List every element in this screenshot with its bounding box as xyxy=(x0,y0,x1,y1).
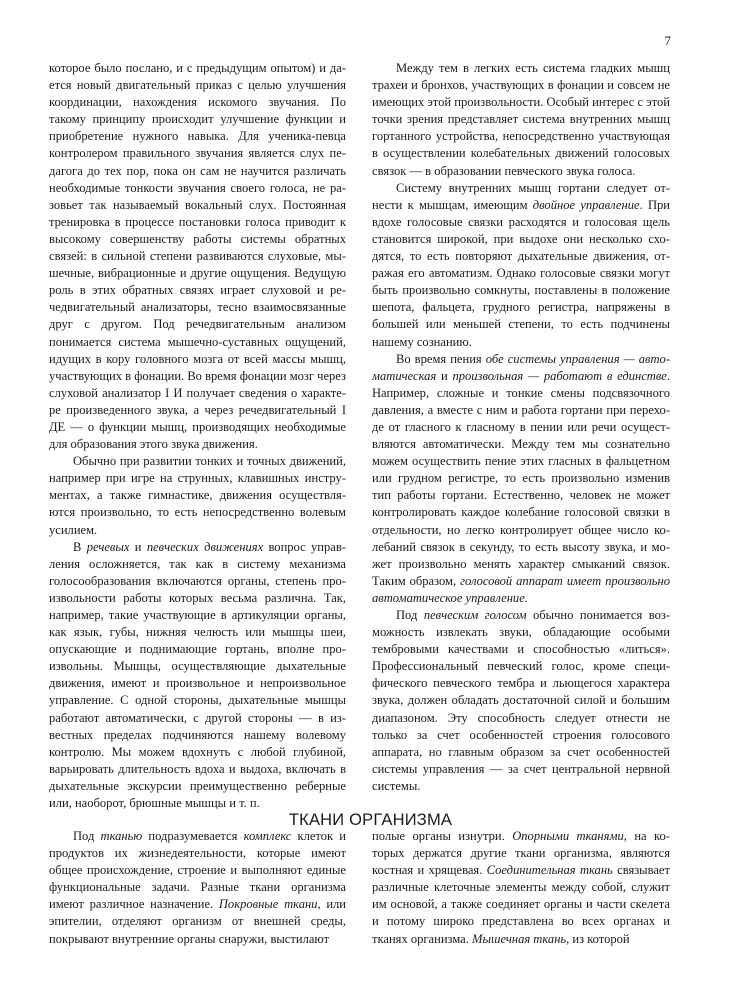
text-run: Между тем в легких есть система гладких мышц трахеи и бронхов, участвующих в фонации и совсем не имеющих этой произвольности. Особый интерес с этой точки зрения представляет система внутренних мышц гортанного устройства, непосредственно участвующая в осуществлении колебательных движений голосовых связок — в образовании певческого звука голоса. xyxy=(372,61,670,178)
italic-text: Соединительная ткань xyxy=(486,863,613,878)
column-bottom-right xyxy=(372,828,670,948)
text-run: . Например, сложные и тонкие смены подсвязочного давления, а вместе с ним и работа гортани при переходе от гласного к гласному в пении или речи осуществляются автоматически. Между тем мы сознательно можем осуществить пение этих гласных в фальцетном или грудном регистре, то есть произвольно изменив тип работы гортани. Естественно, человек не может контролировать каждое колебание голосовой связки в отдельности, но легко контролирует общее число колебаний связок в секунду, то есть высоту звука, и может произвольно менять характер смыканий связок. Таким образом, xyxy=(372,368,670,588)
text-run: и xyxy=(129,539,147,554)
section-heading: ТКАНИ ОРГАНИЗМА xyxy=(288,810,453,829)
italic-text: обе системы управления — автоматическая xyxy=(372,351,671,383)
paragraph xyxy=(372,607,670,795)
text-run: . При вдохе голосовые связки расходятся и голосовая щель становится широкой, при выдохе они несколько сходятся, то есть повторяют дыхательные движения, отражая его автоматизм. Однако голосовые связки могут быть произвольно сомкнуты, поставлены в положение шепота, фальцета, грудного регистра, напряжены в большей или меньшей степени, то есть подчинены нашему сознанию. xyxy=(372,197,671,349)
paragraph xyxy=(372,351,670,607)
column-bottom-left xyxy=(49,828,346,948)
text-run: на которых держатся другие ткани организма, являются костная и хрящевая. xyxy=(372,829,670,878)
text-run: связывает различные клеточные элементы между собой, служит им основой, а также соединяет органы и части скелета и потому широко представлена во всех органах и тканях организма. xyxy=(372,863,670,946)
paragraph xyxy=(372,60,670,180)
italic-text: певческим голосом xyxy=(423,608,527,622)
text-run: и xyxy=(436,368,453,383)
text-run: обычно понимается возможность извлекать звуки, обладающие особыми тембровыми качествами и способностью «литься». Профессиональный певческий голос, кроме специфического певческого тембра и льющегося характера звука, должен обладать достаточной силой и большим диапазоном. Эту способность следует отнести не только за счет особенностей строения голосового аппарата, но главным образом за счет особенностей системы управления — за счет центральной нервной системы. xyxy=(372,608,670,793)
paragraph xyxy=(372,828,670,948)
text-run: В xyxy=(73,539,87,554)
text-run: Под xyxy=(73,829,101,843)
text-run: клеток и продуктов их жизнедеятельности, которые имеют общее происхождение, строение и выполняют единые функциональные задачи. Разные ткани организма имеют различное назначение. xyxy=(49,829,346,912)
italic-text: Мышечная ткань, xyxy=(472,931,570,946)
text-run: которое было послано, и с предыдущим опытом) и дается новый двигательный приказ с целью улучшения координации, нахождения искомого звучания. По такому принципу происходит улучшение функции и приобретение нужного навыка. Для ученика-певца контролером правильного звучания является слух педагога до тех пор, пока он сам не научится различать необходимые тонкости звучания своего голоса, не разовьет так называемый вокальный слух. Постоянная тренировка в процессе постановки голоса приводит к высокому совершенству работы системы обратных связей: в сильной степени развиваются слуховые, мышечные, вибрационные и другие ощущения. Ведущую роль в этих обратных связях играет слуховой и речедвигательный анализаторы, тесно взаимосвязанные друг с другом. Под речедвигательным анализом понимается система мышечно-суставных ощущений, идущих в кору головного мозга от всей массы мышц, участвующих в фонации. Во время фонации мозг через слуховой анализатор I И получает сведения о характере произведенного звука, а через речедвигательный I ДЕ — о функции мышц, производящих необходимые для образования этого звука движения. xyxy=(49,61,346,452)
column-top-right xyxy=(372,60,670,795)
italic-text: Опорными тканями, xyxy=(512,829,627,843)
paragraph xyxy=(49,453,346,538)
text-run: Систему внутренних мышц гортани следует отнести к мышцам, имеющим xyxy=(372,180,670,212)
italic-text: голосовой аппарат имеет произвольно автоматическое управление. xyxy=(372,573,671,605)
italic-text: комплекс xyxy=(243,829,292,843)
italic-text: тканью xyxy=(100,829,143,843)
italic-text: Покровные ткани, xyxy=(218,897,321,912)
column-top-left xyxy=(49,60,346,812)
text-run: Под xyxy=(396,608,424,622)
text-run: Обычно при развитии тонких и точных движений, например при игре на струнных, клавишных инструментах, а также гимнастике, движения осуществляются произвольно, то есть непосредственно волевым усилием. xyxy=(49,454,346,537)
text-run: вопрос управления осложняется, так как в систему механизма голосообразования включаются органы, степень произвольности работы которых весьма различна. Так, например, такие участвующие в артикуляции органы, как язык, губы, нижняя челюсть или мышцы шеи, опускающие и поднимающие гортань, вполне произвольны. Мышцы, осуществляющие дыхательные движения, имеют и произвольное и непроизвольное управление. С одной стороны, дыхательные мышцы работают автоматически, с другой стороны — в известных пределах подчиняются нашему волевому контролю. Мы можем вдохнуть с любой глубиной, варьировать длительность вдоха и выдоха, включать в дыхательные экскурсии преимущественно реберные или, наоборот, брюшные мышцы и т. п. xyxy=(49,539,346,811)
text-run: полые органы изнутри. xyxy=(372,829,513,843)
italic-text: произвольная — работают в единстве xyxy=(452,368,667,383)
italic-text: речевых xyxy=(86,539,130,554)
paragraph xyxy=(49,60,346,453)
italic-text: певческих движениях xyxy=(146,539,264,554)
page-number: 7 xyxy=(664,33,671,48)
text-run: из которой xyxy=(569,931,630,946)
text-run: или эпителии, отделяют организм от внешней среды, покрывают внутренние органы снаружи, выстилают xyxy=(49,897,347,946)
paragraph xyxy=(49,539,346,813)
italic-text: двойное управление xyxy=(532,197,640,212)
text-run: Во время пения xyxy=(396,351,486,366)
text-run: подразумевается xyxy=(142,829,244,843)
paragraph xyxy=(49,828,346,948)
paragraph xyxy=(372,180,670,351)
